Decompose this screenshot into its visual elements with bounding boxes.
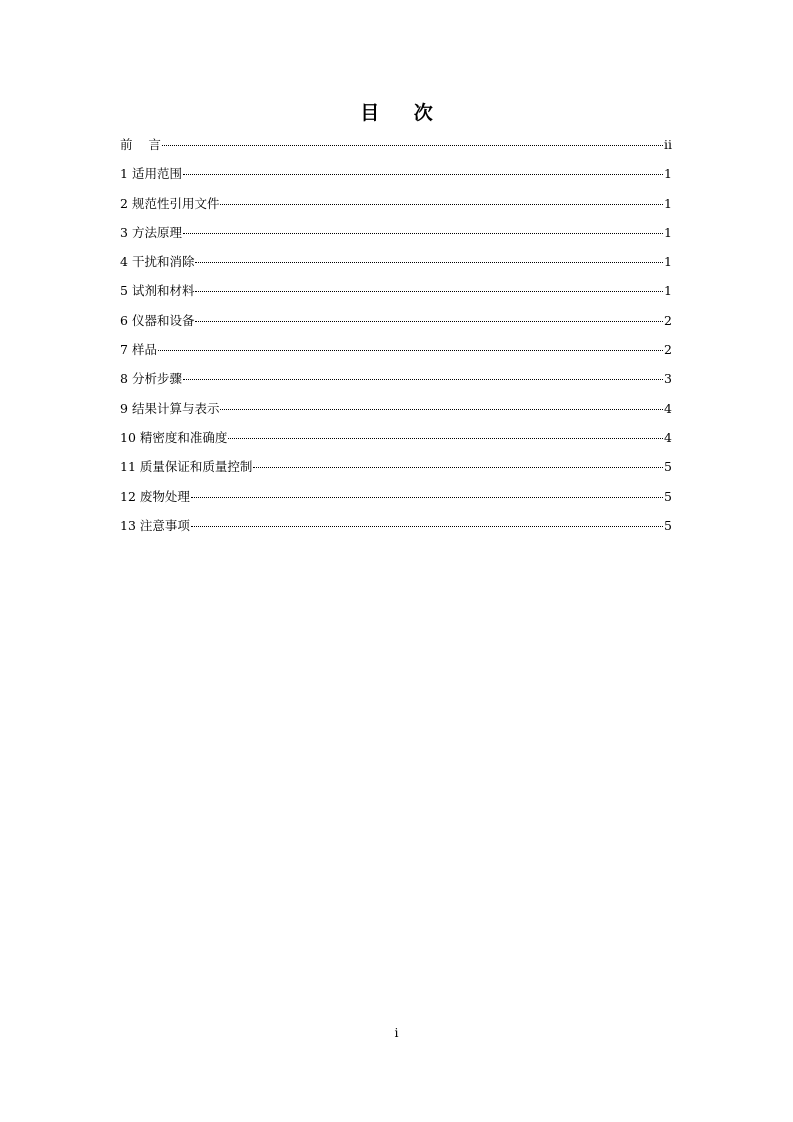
- toc-entry-page: ii: [664, 137, 672, 152]
- toc-entry-11[interactable]: [120, 457, 672, 486]
- toc-entry-5[interactable]: [120, 281, 672, 310]
- toc-dot-leader: [183, 233, 663, 234]
- table-of-contents: [120, 135, 672, 545]
- toc-entry-page: 2: [664, 342, 672, 358]
- toc-entry-page: 5: [664, 459, 672, 475]
- toc-entry-1[interactable]: [120, 164, 672, 193]
- toc-entry-4[interactable]: [120, 252, 672, 281]
- toc-entry-number: 3: [120, 224, 132, 240]
- toc-dot-leader: [183, 174, 663, 175]
- toc-entry-number: 10: [120, 429, 140, 445]
- toc-entry-6[interactable]: [120, 311, 672, 340]
- toc-entry-label: 质量保证和质量控制: [139, 459, 253, 475]
- toc-entry-number: 1: [120, 166, 132, 182]
- toc-entry-number: 13: [120, 517, 140, 533]
- toc-entry-13[interactable]: [120, 516, 672, 545]
- toc-entry-label: 适用范围: [131, 166, 182, 182]
- toc-entry-label: 注意事项: [139, 517, 190, 533]
- toc-dot-leader: [195, 321, 663, 322]
- toc-entry-foreword[interactable]: [120, 135, 672, 164]
- toc-entry-label: 结果计算与表示: [131, 400, 220, 416]
- page-title: 目 次: [360, 102, 447, 124]
- toc-entry-label: 方法原理: [131, 224, 182, 240]
- toc-entry-label: 前 言: [120, 137, 161, 152]
- toc-dot-leader: [220, 409, 663, 410]
- toc-entry-label: 干扰和消除: [131, 254, 195, 270]
- toc-entry-number: 11: [120, 459, 140, 475]
- toc-entry-8[interactable]: [120, 369, 672, 398]
- toc-entry-page: 1: [664, 224, 672, 240]
- toc-dot-leader: [191, 497, 663, 498]
- toc-entry-3[interactable]: [120, 223, 672, 252]
- toc-dot-leader: [195, 262, 663, 263]
- toc-entry-label: 试剂和材料: [131, 283, 195, 299]
- toc-dot-leader: [162, 145, 663, 146]
- toc-entry-label: 仪器和设备: [131, 312, 195, 328]
- toc-dot-leader: [253, 467, 663, 468]
- toc-entry-number: 4: [120, 254, 132, 270]
- toc-entry-page: 2: [664, 312, 672, 328]
- toc-entry-page: 1: [664, 166, 672, 182]
- toc-dot-leader: [158, 350, 663, 351]
- toc-entry-page: 4: [664, 429, 672, 445]
- toc-entry-label: 废物处理: [139, 488, 190, 504]
- toc-entry-number: 2: [120, 195, 132, 211]
- toc-entry-page: 4: [664, 400, 672, 416]
- toc-dot-leader: [195, 291, 663, 292]
- toc-entry-9[interactable]: [120, 399, 672, 428]
- toc-entry-label: 分析步骤: [131, 371, 182, 387]
- toc-entry-2[interactable]: [120, 194, 672, 223]
- toc-dot-leader: [220, 204, 663, 205]
- toc-entry-number: 8: [120, 371, 132, 387]
- toc-entry-number: 5: [120, 283, 132, 299]
- toc-entry-page: 3: [664, 371, 672, 387]
- toc-dot-leader: [228, 438, 663, 439]
- toc-dot-leader: [191, 526, 663, 527]
- toc-entry-label: 规范性引用文件: [131, 195, 220, 211]
- toc-entry-page: 5: [664, 517, 672, 533]
- toc-entry-number: 6: [120, 312, 132, 328]
- toc-entry-page: 1: [664, 195, 672, 211]
- toc-entry-number: 9: [120, 400, 132, 416]
- toc-dot-leader: [183, 379, 663, 380]
- page-number: i: [394, 1025, 399, 1040]
- toc-entry-12[interactable]: [120, 487, 672, 516]
- toc-entry-number: 12: [120, 488, 140, 504]
- toc-entry-number: 7: [120, 342, 132, 358]
- toc-entry-page: 1: [664, 283, 672, 299]
- toc-entry-page: 1: [664, 254, 672, 270]
- toc-entry-label: 样品: [131, 342, 157, 358]
- toc-entry-page: 5: [664, 488, 672, 504]
- toc-entry-10[interactable]: [120, 428, 672, 457]
- toc-entry-7[interactable]: [120, 340, 672, 369]
- toc-entry-label: 精密度和准确度: [139, 429, 228, 445]
